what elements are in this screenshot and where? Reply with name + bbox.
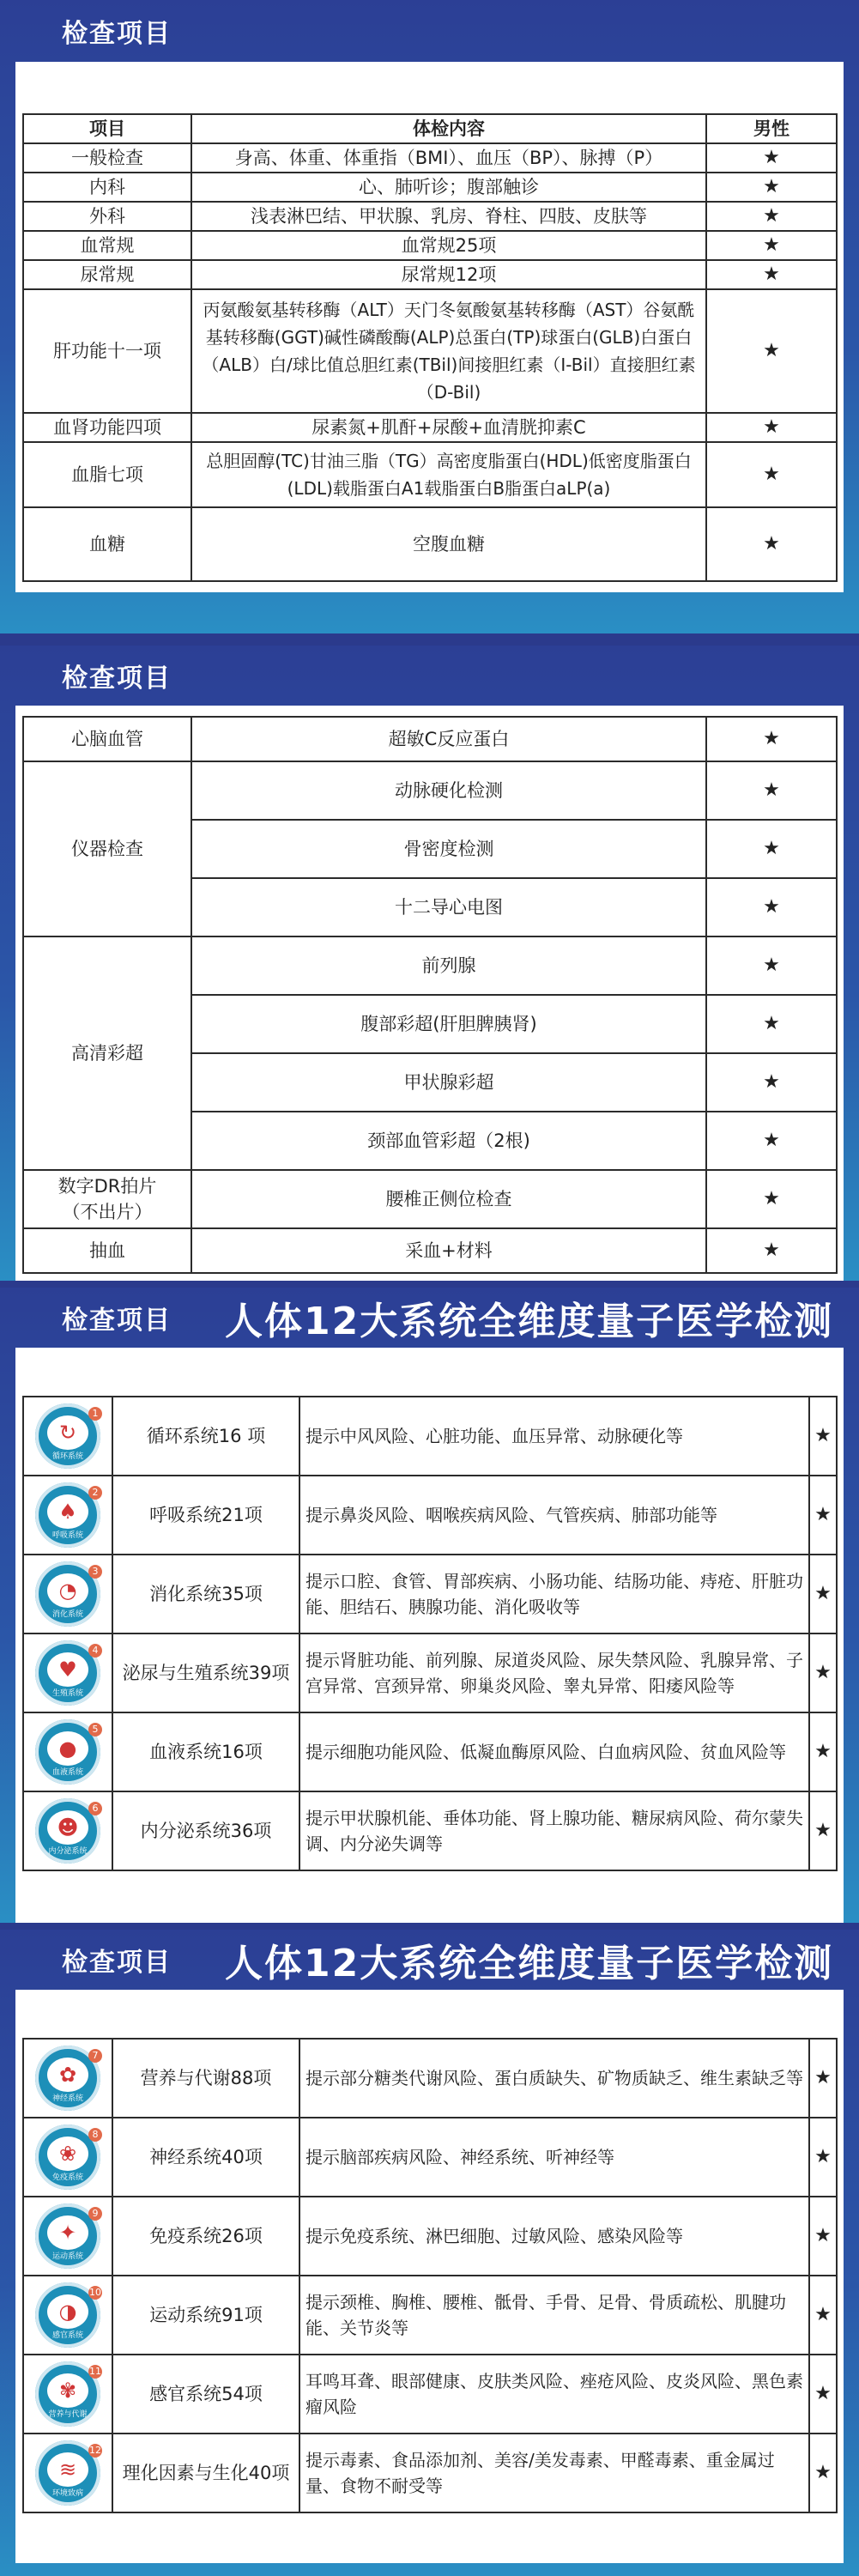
system-name: 消化系统35项 [112, 1555, 299, 1633]
row-content: 腰椎正侧位检查 [191, 1170, 706, 1228]
row-item-line: 数字DR拍片 [57, 1176, 157, 1197]
table-row [23, 1633, 837, 1712]
table-row [23, 1555, 837, 1633]
table-row [23, 936, 837, 995]
icon-glyph: ✾ [47, 2373, 88, 2408]
header-male: 男性 [706, 114, 837, 143]
system-description: 提示中风风险、心脏功能、血压异常、动脉硬化等 [299, 1397, 809, 1476]
badge-number: 9 [88, 2207, 102, 2221]
row-item [23, 1170, 191, 1228]
table-card [15, 706, 844, 1281]
star-icon: ★ [706, 289, 837, 413]
icon-glyph: ♥ [47, 1652, 88, 1687]
icon-glyph: ◑ [47, 2294, 88, 2329]
star-icon: ★ [706, 878, 837, 936]
row-item: 肝功能十一项 [23, 289, 191, 413]
star-icon: ★ [809, 1633, 837, 1712]
table-row [23, 413, 837, 442]
system-description: 提示口腔、食管、胃部疾病、小肠功能、结肠功能、痔疮、肝脏功能、胆结石、胰腺功能、消化吸收等 [299, 1555, 809, 1633]
star-icon: ★ [706, 231, 837, 260]
basic-exam-table [22, 113, 838, 582]
row-item: 血肾功能四项 [23, 413, 191, 442]
section-header [0, 1288, 859, 1348]
row-item: 仪器检查 [23, 761, 191, 936]
star-icon: ★ [706, 202, 837, 231]
table-row [23, 143, 837, 173]
star-icon: ★ [706, 442, 837, 507]
system-icon-cell [23, 2276, 112, 2355]
section-header [0, 0, 859, 62]
star-icon: ★ [706, 820, 837, 878]
icon-glyph: ◔ [47, 1573, 88, 1608]
row-item: 血脂七项 [23, 442, 191, 507]
system-description: 提示毒素、食品添加剂、美容/美发毒素、甲醛毒素、重金属过量、食物不耐受等 [299, 2434, 809, 2512]
table-row [23, 507, 837, 581]
section-title: 检查项目 [62, 19, 172, 49]
star-icon: ★ [809, 2355, 837, 2434]
brain-icon [35, 2046, 100, 2111]
star-icon: ★ [706, 1228, 837, 1273]
badge-number: 10 [89, 2287, 101, 2298]
row-content: 身高、体重、体重指（BMI）、血压（BP）、脉搏（P） [191, 143, 706, 173]
system-description: 提示细胞功能风险、低凝血酶原风险、白血病风险、贫血风险等 [299, 1712, 809, 1791]
lungs-icon [35, 1482, 100, 1548]
star-icon: ★ [706, 1053, 837, 1112]
section-instrument-exams [0, 646, 859, 1281]
table-row [23, 2276, 837, 2355]
row-content: 动脉硬化检测 [191, 761, 706, 820]
quantum-table-2 [22, 2038, 838, 2513]
row-content: 血常规25项 [191, 231, 706, 260]
section-header [0, 646, 859, 706]
row-content: 丙氨酸氨基转移酶（ALT）天门冬氨酸氨基转移酶（AST）谷氨酰基转移酶(GGT)碱性磷酸酶(ALP)总蛋白(TP)球蛋白(GLB)白蛋白（ALB）白/球比值总胆红素(TBil)间接胆红素（I-Bil）直接胆红素（D-Bil) [191, 289, 706, 413]
system-icon-cell [23, 2355, 112, 2434]
star-icon: ★ [706, 143, 837, 173]
section-title: 检查项目 [62, 1948, 172, 1978]
table-card [15, 1990, 844, 2563]
table-row [23, 202, 837, 231]
icon-caption: 呼吸系统 [51, 1531, 83, 1540]
star-icon: ★ [809, 1555, 837, 1633]
row-content: 十二导心电图 [191, 878, 706, 936]
row-item: 内科 [23, 173, 191, 202]
endocrine-head-icon [35, 1798, 100, 1864]
icon-caption: 内分泌系统 [48, 1847, 88, 1856]
badge-number: 3 [88, 1565, 102, 1579]
system-name: 呼吸系统21项 [112, 1476, 299, 1555]
badge-number: 11 [89, 2366, 101, 2377]
star-icon: ★ [706, 995, 837, 1053]
star-icon: ★ [809, 2118, 837, 2197]
senses-icon [35, 2282, 100, 2348]
star-icon: ★ [809, 2039, 837, 2118]
table-row [23, 761, 837, 820]
system-icon-cell [23, 1397, 112, 1476]
icon-caption: 消化系统 [51, 1610, 83, 1619]
header-item: 项目 [23, 114, 191, 143]
row-item: 尿常规 [23, 260, 191, 289]
star-icon: ★ [706, 413, 837, 442]
system-description: 提示免疫系统、淋巴细胞、过敏风险、感染风险等 [299, 2197, 809, 2276]
row-content: 空腹血糖 [191, 507, 706, 581]
row-content: 采血+材料 [191, 1228, 706, 1273]
icon-caption: 感官系统 [51, 2331, 83, 2340]
star-icon: ★ [809, 1712, 837, 1791]
row-content: 甲状腺彩超 [191, 1053, 706, 1112]
system-description: 提示颈椎、胸椎、腰椎、骶骨、手骨、足骨、骨质疏松、肌腱功能、关节炎等 [299, 2276, 809, 2355]
header-content: 体检内容 [191, 114, 706, 143]
section-basic-exams [0, 0, 859, 633]
system-name: 免疫系统26项 [112, 2197, 299, 2276]
icon-glyph: ☻ [47, 1810, 88, 1845]
icon-glyph: ✿ [47, 2058, 88, 2092]
row-content: 尿素氮+肌酐+尿酸+血清胱抑素C [191, 413, 706, 442]
section-title: 检查项目 [62, 1306, 172, 1336]
star-icon: ★ [706, 1112, 837, 1170]
table-row [23, 2434, 837, 2512]
system-name: 感官系统54项 [112, 2355, 299, 2434]
table-row [23, 2197, 837, 2276]
table-row [23, 1170, 837, 1228]
star-icon: ★ [809, 1476, 837, 1555]
urogenital-icon [35, 1640, 100, 1706]
heat-waves-icon [35, 2440, 100, 2506]
star-icon: ★ [809, 2197, 837, 2276]
star-icon: ★ [809, 2276, 837, 2355]
table-row [23, 2355, 837, 2434]
table-row [23, 442, 837, 507]
system-icon-cell [23, 2197, 112, 2276]
system-description: 提示肾脏功能、前列腺、尿道炎风险、尿失禁风险、乳腺异常、子宫异常、宫颈异常、卵巢炎风险、睾丸异常、阳痿风险等 [299, 1633, 809, 1712]
star-icon: ★ [706, 1170, 837, 1228]
table-row [23, 260, 837, 289]
row-content: 骨密度检测 [191, 820, 706, 878]
badge-number: 7 [88, 2049, 102, 2063]
system-name: 血液系统16项 [112, 1712, 299, 1791]
icon-glyph: ● [47, 1731, 88, 1766]
row-item: 抽血 [23, 1228, 191, 1273]
quantum-table-1 [22, 1396, 838, 1871]
table-row [23, 2039, 837, 2118]
table-row [23, 1397, 837, 1476]
wheat-icon [35, 2361, 100, 2427]
stomach-icon [35, 1561, 100, 1627]
system-icon-cell [23, 2434, 112, 2512]
section-headline: 人体12大系统全维度量子医学检测 [225, 1942, 834, 1985]
icon-caption: 运动系统 [51, 2252, 83, 2261]
system-icon-cell [23, 1712, 112, 1791]
system-name: 循环系统16 项 [112, 1397, 299, 1476]
badge-number: 12 [89, 2445, 101, 2456]
row-item: 血糖 [23, 507, 191, 581]
section-quantum-systems-1 [0, 1288, 859, 1923]
star-icon: ★ [809, 1791, 837, 1870]
table-row [23, 231, 837, 260]
table-row [23, 717, 837, 761]
star-icon: ★ [706, 936, 837, 995]
icon-caption: 循环系统 [51, 1452, 83, 1461]
badge-number: 6 [88, 1802, 102, 1815]
icon-glyph: ≋ [47, 2452, 88, 2487]
badge-number: 2 [88, 1486, 102, 1500]
row-content: 腹部彩超(肝胆脾胰肾) [191, 995, 706, 1053]
row-content: 颈部血管彩超（2根) [191, 1112, 706, 1170]
icon-caption: 生殖系统 [51, 1689, 83, 1698]
system-icon-cell [23, 1633, 112, 1712]
icon-glyph: ↻ [47, 1415, 88, 1450]
badge-number: 1 [88, 1407, 102, 1421]
row-content: 前列腺 [191, 936, 706, 995]
runner-icon [35, 2203, 100, 2269]
system-description: 提示甲状腺机能、垂体功能、肾上腺功能、糖尿病风险、荷尔蒙失调、内分泌失调等 [299, 1791, 809, 1870]
section-header [0, 1930, 859, 1990]
star-icon: ★ [809, 1397, 837, 1476]
row-content: 心、肺听诊；腹部触诊 [191, 173, 706, 202]
table-row [23, 1712, 837, 1791]
row-content: 浅表淋巴结、甲状腺、乳房、脊柱、四肢、皮肤等 [191, 202, 706, 231]
section-title: 检查项目 [62, 664, 172, 694]
icon-glyph: ♠ [47, 1494, 88, 1529]
system-description: 提示部分糖类代谢风险、蛋白质缺失、矿物质缺乏、维生素缺乏等 [299, 2039, 809, 2118]
system-description: 耳鸣耳聋、眼部健康、皮肤类风险、痤疮风险、皮炎风险、黑色素瘤风险 [299, 2355, 809, 2434]
system-icon-cell [23, 1791, 112, 1870]
section-headline: 人体12大系统全维度量子医学检测 [225, 1300, 834, 1343]
blood-drop-icon [35, 1719, 100, 1785]
row-item: 血常规 [23, 231, 191, 260]
system-icon-cell [23, 1476, 112, 1555]
badge-number: 4 [88, 1644, 102, 1658]
badge-number: 5 [88, 1723, 102, 1737]
system-name: 理化因素与生化40项 [112, 2434, 299, 2512]
icon-caption: 环境致病 [51, 2489, 83, 2498]
row-content: 总胆固醇(TC)甘油三脂（TG）高密度脂蛋白(HDL)低密度脂蛋白(LDL)载脂蛋白A1载脂蛋白B脂蛋白aLP(a) [191, 442, 706, 507]
icon-caption: 血液系统 [51, 1768, 83, 1777]
table-row [23, 1228, 837, 1273]
table-row [23, 2118, 837, 2197]
icon-caption: 免疫系统 [51, 2173, 83, 2182]
row-item: 高清彩超 [23, 936, 191, 1170]
table-row [23, 289, 837, 413]
system-name: 内分泌系统36项 [112, 1791, 299, 1870]
icon-glyph: ✦ [47, 2215, 88, 2250]
immune-icon [35, 2124, 100, 2190]
table-card [15, 1348, 844, 1923]
icon-glyph: ❀ [47, 2137, 88, 2171]
section-quantum-systems-2 [0, 1930, 859, 2576]
system-icon-cell [23, 2118, 112, 2197]
table-row [23, 173, 837, 202]
star-icon: ★ [706, 507, 837, 581]
system-name: 泌尿与生殖系统39项 [112, 1633, 299, 1712]
table-row [23, 1476, 837, 1555]
star-icon: ★ [706, 761, 837, 820]
star-icon: ★ [706, 260, 837, 289]
system-description: 提示鼻炎风险、咽喉疾病风险、气管疾病、肺部功能等 [299, 1476, 809, 1555]
system-icon-cell [23, 1555, 112, 1633]
instrument-exam-table [22, 716, 838, 1274]
badge-number: 8 [88, 2128, 102, 2142]
system-name: 营养与代谢88项 [112, 2039, 299, 2118]
star-icon: ★ [706, 173, 837, 202]
row-item: 一般检查 [23, 143, 191, 173]
row-content: 尿常规12项 [191, 260, 706, 289]
star-icon: ★ [809, 2434, 837, 2512]
system-name: 神经系统40项 [112, 2118, 299, 2197]
circulation-icon [35, 1403, 100, 1469]
table-row [23, 1791, 837, 1870]
system-icon-cell [23, 2039, 112, 2118]
row-item: 外科 [23, 202, 191, 231]
system-name: 运动系统91项 [112, 2276, 299, 2355]
row-content: 超敏C反应蛋白 [191, 717, 706, 761]
icon-caption: 神经系统 [51, 2094, 83, 2103]
row-item-line: （不出片） [62, 1202, 153, 1222]
icon-caption: 营养与代谢 [48, 2410, 88, 2419]
row-item: 心脑血管 [23, 717, 191, 761]
table-card [15, 62, 844, 592]
system-description: 提示脑部疾病风险、神经系统、听神经等 [299, 2118, 809, 2197]
star-icon: ★ [706, 717, 837, 761]
